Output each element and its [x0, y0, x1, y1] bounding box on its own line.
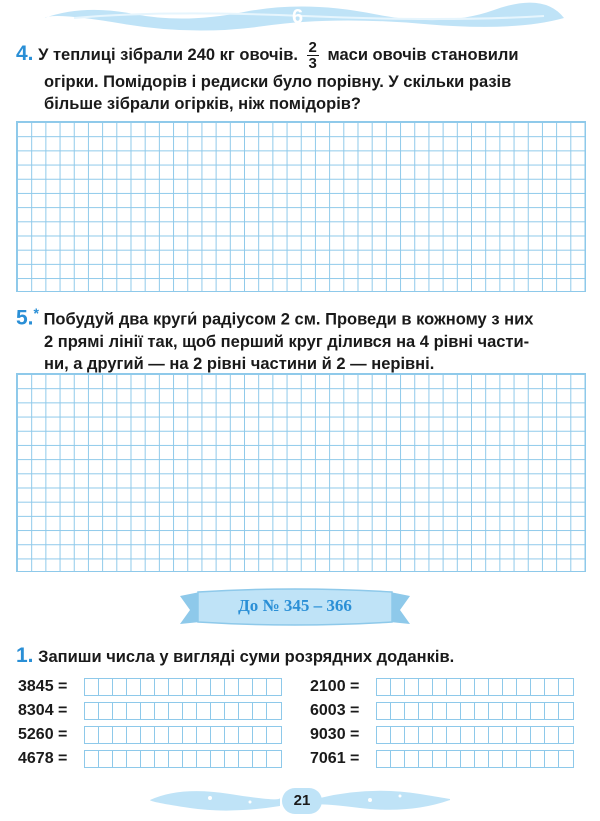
task-4-text-b: маси овочів становили	[327, 45, 519, 64]
task-4-line-1	[16, 40, 584, 71]
number-row	[310, 702, 376, 720]
number-label: 3845 =	[18, 678, 68, 695]
answer-grid-task-4[interactable]	[16, 121, 586, 292]
top-banner	[44, 2, 564, 34]
task-1	[16, 645, 586, 668]
number-row	[18, 702, 84, 720]
answer-grid-task-5[interactable]	[16, 373, 586, 572]
task-5	[16, 302, 586, 375]
number-row	[310, 678, 376, 696]
task-1-number: 1.	[16, 644, 34, 667]
number-label: 5260 =	[18, 726, 68, 743]
number-row	[310, 750, 376, 768]
number-row	[310, 726, 376, 744]
answer-cells[interactable]	[84, 678, 282, 696]
task-4-number: 4.	[16, 41, 34, 65]
number-label: 9030 =	[310, 726, 360, 743]
number-row	[18, 678, 84, 696]
answer-cells[interactable]	[376, 702, 574, 720]
task-5-line-3: ни, а другий — на 2 рівні частини й 2 — нерівні.	[44, 354, 435, 373]
number-label: 4678 =	[18, 750, 68, 767]
fraction-denominator: 3	[308, 55, 317, 72]
number-label: 6003 =	[310, 702, 360, 719]
task-5-line-2: 2 прямі лінії так, щоб перший круг ділився на 4 рівні части-	[44, 332, 530, 351]
page-mark: 6	[292, 6, 304, 28]
page-number: 21	[282, 788, 322, 814]
fraction-numerator: 2	[308, 39, 317, 56]
answer-cells[interactable]	[376, 678, 574, 696]
number-label: 8304 =	[18, 702, 68, 719]
task-1-text: Запиши числа у вигляді суми розрядних доданків.	[38, 648, 455, 666]
task-4-line-3: більше зібрали огірків, ніж помідорів?	[44, 95, 362, 113]
task-4	[16, 40, 584, 115]
star-icon: *	[33, 305, 39, 321]
number-label: 7061 =	[310, 750, 360, 767]
task-4-line-2: огірки. Помідорів і редиски було порівну. У скільки разів	[44, 73, 512, 91]
fraction	[307, 40, 319, 71]
section-title: До № 345 – 366	[238, 596, 352, 615]
answer-cells[interactable]	[376, 726, 574, 744]
task-5-text-1: Побудуй два круги́ радіусом 2 см. Проведи в кожному з них	[43, 310, 534, 329]
task-4-text-a: У теплиці зібрали 240 кг овочів.	[38, 45, 298, 64]
answer-cells[interactable]	[84, 702, 282, 720]
answer-cells[interactable]	[84, 726, 282, 744]
number-row	[18, 726, 84, 744]
number-label: 2100 =	[310, 678, 360, 695]
task-5-number: 5.	[16, 306, 34, 330]
answer-cells[interactable]	[84, 750, 282, 768]
answer-cells[interactable]	[376, 750, 574, 768]
task-5-line-1	[16, 302, 586, 331]
number-row	[18, 750, 84, 768]
